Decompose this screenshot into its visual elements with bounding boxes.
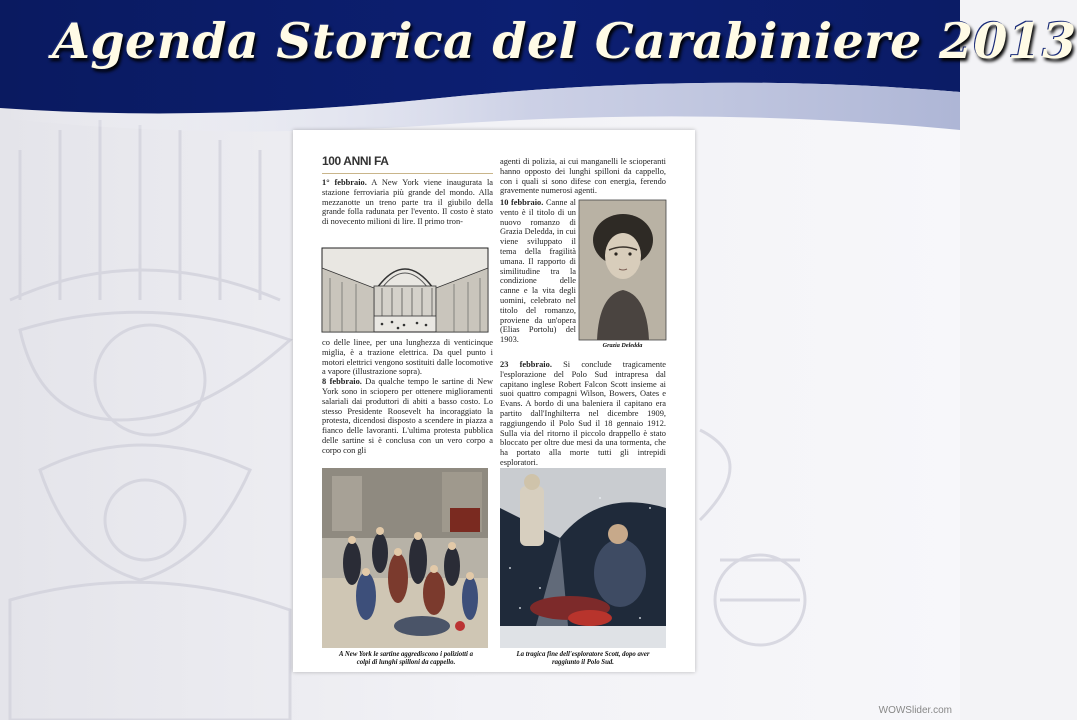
portrait-caption: Grazia Deledda bbox=[602, 342, 643, 349]
article-deledda bbox=[500, 198, 576, 358]
heading-rule bbox=[322, 173, 493, 174]
article-new-york-station bbox=[322, 178, 493, 246]
article-new-york-station-text: A New York viene inaugurata la stazione ferroviaria più grande del mondo. Alla mezzanotte un treno parte tra il giubilo della grande folla radunata per l'evento. Il costo è stato di novecento milioni di lire. Il primo tron- bbox=[322, 178, 494, 227]
article-seamstress-text: Da qualche tempo le sartine di New York sono in sciopero per ottenere miglioramenti salariali dai produttori di abiti a basso costo. Lo stesso Presidente Roosevelt ha incoraggiato la protesta, dicendosi disposto a scendere in piazza a fianco delle lavoranti. L'ultima protesta pubblica delle sartine si è conclusa con un vero corpo a corpo con gli bbox=[322, 377, 493, 455]
date-8-febbraio: 8 febbraio. bbox=[322, 377, 362, 387]
strike-illustration bbox=[322, 468, 488, 648]
article-police-continued bbox=[500, 157, 666, 195]
caption-scott: La tragica fine dell'esploratore Scott, dopo aver raggiunto il Polo Sud. bbox=[516, 651, 650, 666]
article-scott-expedition bbox=[500, 360, 666, 467]
magazine-page bbox=[293, 130, 695, 672]
watermark: WOWSlider.com bbox=[878, 705, 952, 716]
caption-strike: A New York le sartine aggrediscono i poliziotti a colpi di lunghi spilloni da cappello. bbox=[339, 651, 473, 666]
station-illustration bbox=[322, 248, 488, 332]
date-10-febbraio: 10 febbraio. bbox=[500, 198, 544, 207]
article-scott-text: Si conclude tragicamente l'esplorazione del Polo Sud intrapresa dal capitano inglese Robert Falcon Scott insieme ai suoi quattro compagni Wilson, Bowers, Oates e Evans. A bordo di una baleniera il capitano era partito dall'Inghilterra nel dicembre 1909, raggiungendo il Polo Sud il 18 gennaio 1912. Sulla via del ritorno il piccolo drappello è stato bloccato per oltre due mesi da una tormenta, che ha portato alla morte tutti gli intrepidi esploratori. bbox=[500, 360, 666, 467]
article-station-continued: co delle linee, per una lunghezza di venticinque miglia, è a trazione elettrica. Da quel punto i motori elettrici vengono sostituiti dalle locomotive a vapore (illustrazione sopra). bbox=[322, 338, 493, 377]
slide-title: Agenda Storica del Carabiniere 2013 bbox=[52, 12, 1077, 70]
date-23-febbraio: 23 febbraio. bbox=[500, 360, 552, 369]
article-police-text: agenti di polizia, ai cui manganelli le scioperanti hanno opposto dei lunghi spilloni da cappello, con i quali si sono difese con energia, ferendo gravemente numerosi agenti. bbox=[500, 157, 666, 196]
article-deledda-text: Canne al vento è il titolo di un nuovo romanzo di Grazia Deledda, in cui viene sviluppato il tema della fragilità umana. Il rapporto di similitudine tra la condizione delle canne e la vita degli uomini, celebrato nel titolo del romanzo, proviene da un'opera (Elias Portolu) del 1903. bbox=[500, 198, 576, 345]
scott-illustration bbox=[500, 468, 666, 648]
date-1-febbraio: 1° febbraio. bbox=[322, 178, 367, 187]
page-heading: 100 ANNI FA bbox=[322, 154, 389, 168]
article-seamstress-strike bbox=[322, 338, 493, 464]
deledda-portrait bbox=[579, 200, 666, 340]
